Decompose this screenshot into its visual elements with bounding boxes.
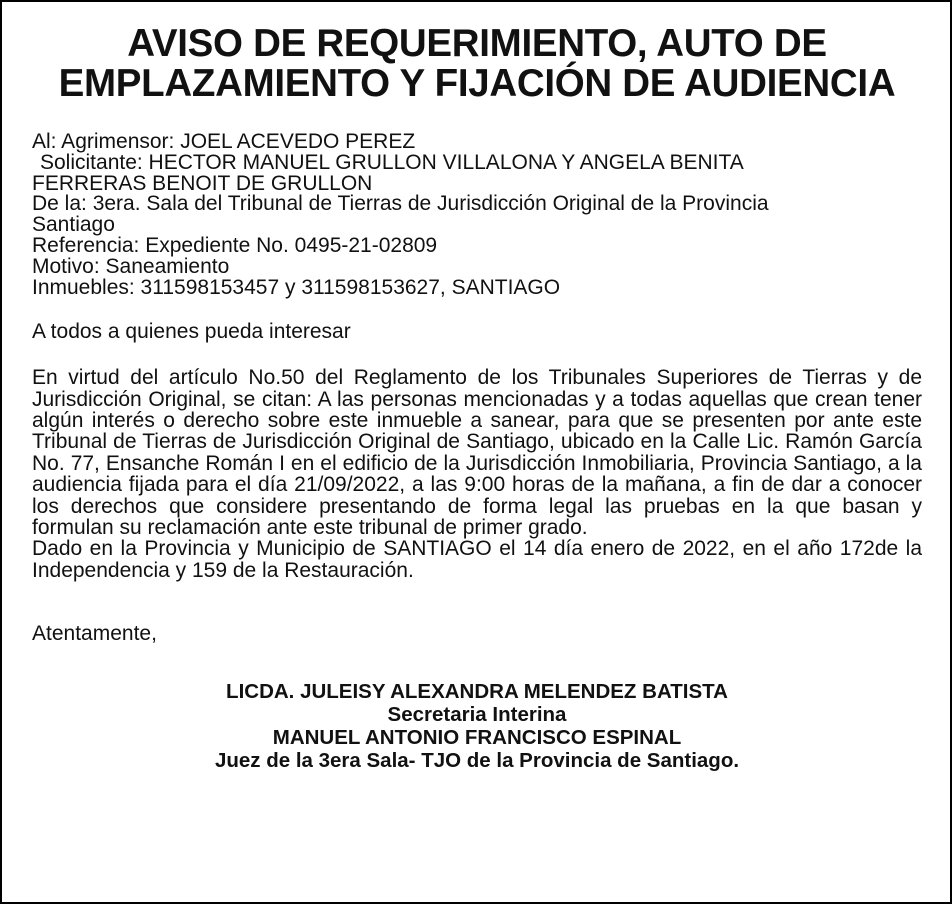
- agrimensor-line: Al: Agrimensor: JOEL ACEVEDO PEREZ: [32, 130, 416, 153]
- notice-title-line-1: AVISO DE REQUERIMIENTO, AUTO DE: [127, 22, 827, 65]
- motivo-line: Motivo: Saneamiento: [32, 254, 230, 278]
- solicitante-line-1: Solicitante: HECTOR MANUEL GRULLON VILLALONA Y ANGELA BENITA: [40, 150, 744, 174]
- closing-line: Atentamente,: [32, 622, 157, 646]
- signatory-role-1: Secretaria Interina: [387, 703, 567, 727]
- inmuebles-line: Inmuebles: 311598153457 y 311598153627, SANTIAGO: [32, 275, 561, 299]
- solicitante-line-2: FERRERAS BENOIT DE GRULLON: [32, 171, 373, 195]
- notice-header-block: [32, 132, 922, 298]
- salutation: A todos a quienes pueda interesar: [32, 320, 351, 344]
- body-paragraph-citation: En virtud del artículo No.50 del Reglamento de los Tribunales Superiores de Tierras y de Jurisdicción Original, se citan: A las personas mencionadas y a todas aquellas que crean tener algún interés o derecho sobre este inmueble a sanear, para que se presenten por ante este Tribunal de Tierras de Jurisdicción Original de Santiago, ubicado en la Calle Lic. Ramón García No. 77, Ensanche Román I en el edificio de la Jurisdicción Inmobiliaria, Provincia Santiago, a la audiencia fijada para el día 21/09/2022, a las 9:00 horas de la mañana, a fin de dar a conocer los derechos que considere presentando de forma legal las pruebas en la que basan y formulan su reclamación ante este tribunal de primer grado.: [32, 366, 922, 540]
- sala-line-1: De la: 3era. Sala del Tribunal de Tierras de Jurisdicción Original de la Provincia: [32, 192, 769, 216]
- signatory-role-2: Juez de la 3era Sala- TJO de la Provincia de Santiago.: [214, 749, 740, 773]
- notice-body: [32, 367, 922, 581]
- signature-block: [32, 680, 922, 772]
- notice-title: [32, 24, 922, 104]
- signatory-name-1: LICDA. JULEISY ALEXANDRA MELENDEZ BATISTA: [226, 680, 728, 704]
- sala-line-2: Santiago: [32, 213, 115, 237]
- notice-title-line-2: EMPLAZAMIENTO Y FIJACIÓN DE AUDIENCIA: [58, 62, 896, 105]
- signatory-name-2: MANUEL ANTONIO FRANCISCO ESPINAL: [272, 726, 682, 750]
- referencia-line: Referencia: Expediente No. 0495-21-02809: [32, 233, 438, 257]
- body-paragraph-date: Dado en la Provincia y Municipio de SANTIAGO el 14 día enero de 2022, en el año 172de la Independencia y 159 de la Restauración.: [32, 537, 922, 582]
